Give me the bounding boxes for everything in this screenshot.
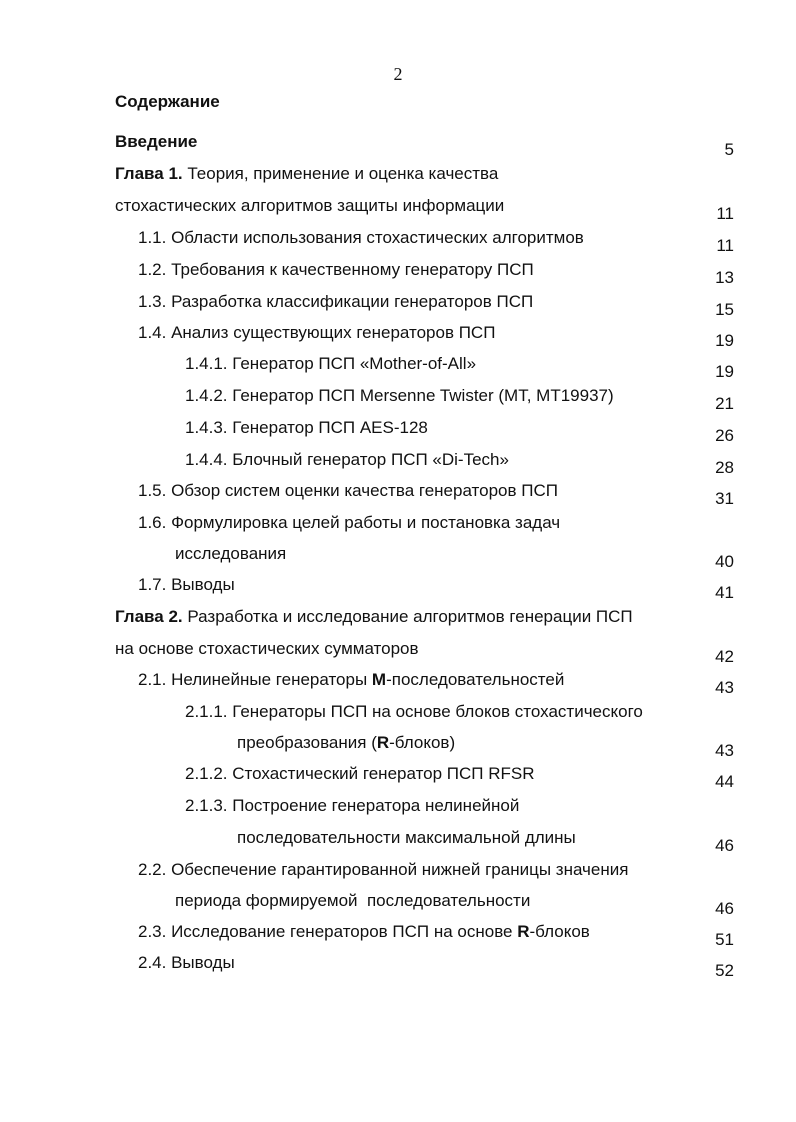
toc-entry-page: 43 bbox=[715, 678, 734, 697]
bold-letter: R bbox=[517, 922, 530, 941]
toc-entry-text: 1.1. Области использования стохастических алгоритмов bbox=[138, 228, 584, 247]
toc-entry-text-end: -последовательностей bbox=[386, 670, 565, 689]
toc-entry-2-1 bbox=[138, 668, 796, 697]
toc-entry-page: 5 bbox=[724, 140, 734, 159]
toc-entry-text-end: -блоков bbox=[529, 922, 590, 941]
toc-entry-text: 1.4.2. Генератор ПСП Mersenne Twister (MT, MT19937) bbox=[185, 386, 614, 405]
toc-entry-page: 51 bbox=[715, 930, 734, 949]
toc-entry-page: 11 bbox=[716, 204, 734, 223]
toc-entry-page: 40 bbox=[715, 552, 734, 571]
toc-entry-2-1-3 bbox=[185, 794, 796, 818]
toc-entry-1-4-2 bbox=[185, 384, 796, 413]
toc-entry-2-1-1-cont bbox=[237, 731, 796, 760]
toc-entry-text: 1.6. Формулировка целей работы и постановка задач bbox=[138, 513, 561, 532]
toc-entry-text: исследования bbox=[175, 544, 287, 563]
toc-entry-text: 1.4.1. Генератор ПСП «Mother-of-All» bbox=[185, 354, 477, 373]
toc-entry-text: 1.3. Разработка классификации генераторов ПСП bbox=[138, 292, 534, 311]
toc-entry-chapter-2-cont bbox=[115, 637, 796, 666]
toc-entry-1-4-1 bbox=[185, 352, 796, 381]
toc-entry-page: 52 bbox=[715, 961, 734, 980]
toc-entry-2-2-cont bbox=[175, 889, 796, 918]
toc-entry-intro bbox=[115, 130, 796, 159]
toc-entry-text: последовательности максимальной длины bbox=[237, 828, 576, 847]
toc-entry-chapter-1-cont bbox=[115, 194, 796, 223]
toc-entry-page: 31 bbox=[715, 489, 734, 508]
toc-entry-1-5 bbox=[138, 479, 796, 508]
chapter-prefix: Глава 1. bbox=[115, 164, 183, 183]
bold-letter: M bbox=[371, 670, 387, 689]
toc-entry-text: 1.4. Анализ существующих генераторов ПСП bbox=[138, 323, 496, 342]
toc-entry-page: 41 bbox=[715, 583, 734, 602]
toc-heading: Содержание bbox=[115, 92, 220, 111]
toc-entry-text: 1.4.4. Блочный генератор ПСП «Di-Tech» bbox=[185, 450, 509, 469]
toc-entry-text: 1.4.3. Генератор ПСП AES-128 bbox=[185, 418, 428, 437]
toc-entry-1-4-3 bbox=[185, 416, 796, 445]
toc-entry-page: 26 bbox=[715, 426, 734, 445]
toc-entry-2-1-1 bbox=[185, 700, 796, 724]
toc-entry-text: преобразования ( bbox=[237, 733, 377, 752]
toc-entry-2-1-3-cont bbox=[237, 826, 796, 855]
chapter-prefix: Глава 2. bbox=[115, 607, 183, 626]
toc-entry-text: 2.3. Исследование генераторов ПСП на основе bbox=[138, 922, 518, 941]
bold-letter: R bbox=[376, 733, 390, 752]
toc-entry-page: 44 bbox=[715, 772, 734, 791]
toc-entry-page: 13 bbox=[715, 268, 734, 287]
toc-entry-2-4 bbox=[138, 951, 796, 980]
toc-entry-text: 1.5. Обзор систем оценки качества генераторов ПСП bbox=[138, 481, 558, 500]
toc-entry-text-end: -блоков) bbox=[389, 733, 456, 752]
toc-entry-text: 2.2. Обеспечение гарантированной нижней границы значения bbox=[138, 860, 629, 879]
toc-entry-2-1-2 bbox=[185, 762, 796, 791]
toc-entry-page: 15 bbox=[715, 300, 734, 319]
toc-entry-1-4 bbox=[138, 321, 796, 350]
toc-entry-1-6-cont bbox=[175, 542, 796, 571]
toc-entry-text: 1.7. Выводы bbox=[138, 575, 235, 594]
toc-entry-text: 2.1. Нелинейные генераторы bbox=[138, 670, 372, 689]
toc-entry-text: 2.4. Выводы bbox=[138, 953, 235, 972]
toc-entry-text: 2.1.3. Построение генератора нелинейной bbox=[185, 796, 520, 815]
toc-entry-page: 19 bbox=[715, 331, 734, 350]
toc-entry-1-1 bbox=[138, 226, 796, 255]
toc-entry-text: Разработка и исследование алгоритмов генерации ПСП bbox=[182, 607, 633, 626]
toc-entry-1-6 bbox=[138, 511, 796, 535]
toc-entry-1-3 bbox=[138, 290, 796, 319]
toc-entry-page: 28 bbox=[715, 458, 734, 477]
toc-entry-page: 11 bbox=[716, 236, 734, 255]
toc-entry-text: 2.1.1. Генераторы ПСП на основе блоков стохастического bbox=[185, 702, 643, 721]
toc-entry-page: 43 bbox=[715, 741, 734, 760]
toc-entry-2-3 bbox=[138, 920, 796, 949]
toc-entry-text: стохастических алгоритмов защиты информации bbox=[115, 196, 505, 215]
toc-entry-page: 46 bbox=[715, 899, 734, 918]
toc-entry-text: периода формируемой последовательности bbox=[175, 891, 531, 910]
toc-entry-chapter-1 bbox=[115, 162, 796, 186]
toc-entry-1-2 bbox=[138, 258, 796, 287]
toc-entry-1-4-4 bbox=[185, 448, 796, 477]
toc-entry-page: 21 bbox=[715, 394, 734, 413]
toc-entry-2-2 bbox=[138, 858, 796, 882]
toc-entry-text: 2.1.2. Стохастический генератор ПСП RFSR bbox=[185, 764, 535, 783]
toc-entry-page: 46 bbox=[715, 836, 734, 855]
toc-entry-1-7 bbox=[138, 573, 796, 602]
toc-entry-chapter-2 bbox=[115, 605, 796, 629]
page-number: 2 bbox=[393, 64, 403, 84]
toc-entry-text: Теория, применение и оценка качества bbox=[182, 164, 499, 183]
toc-entry-text: 1.2. Требования к качественному генератору ПСП bbox=[138, 260, 534, 279]
toc-entry-text: Введение bbox=[115, 132, 198, 151]
toc-entry-text: на основе стохастических сумматоров bbox=[115, 639, 419, 658]
toc-entry-page: 42 bbox=[715, 647, 734, 666]
toc-entry-page: 19 bbox=[715, 362, 734, 381]
